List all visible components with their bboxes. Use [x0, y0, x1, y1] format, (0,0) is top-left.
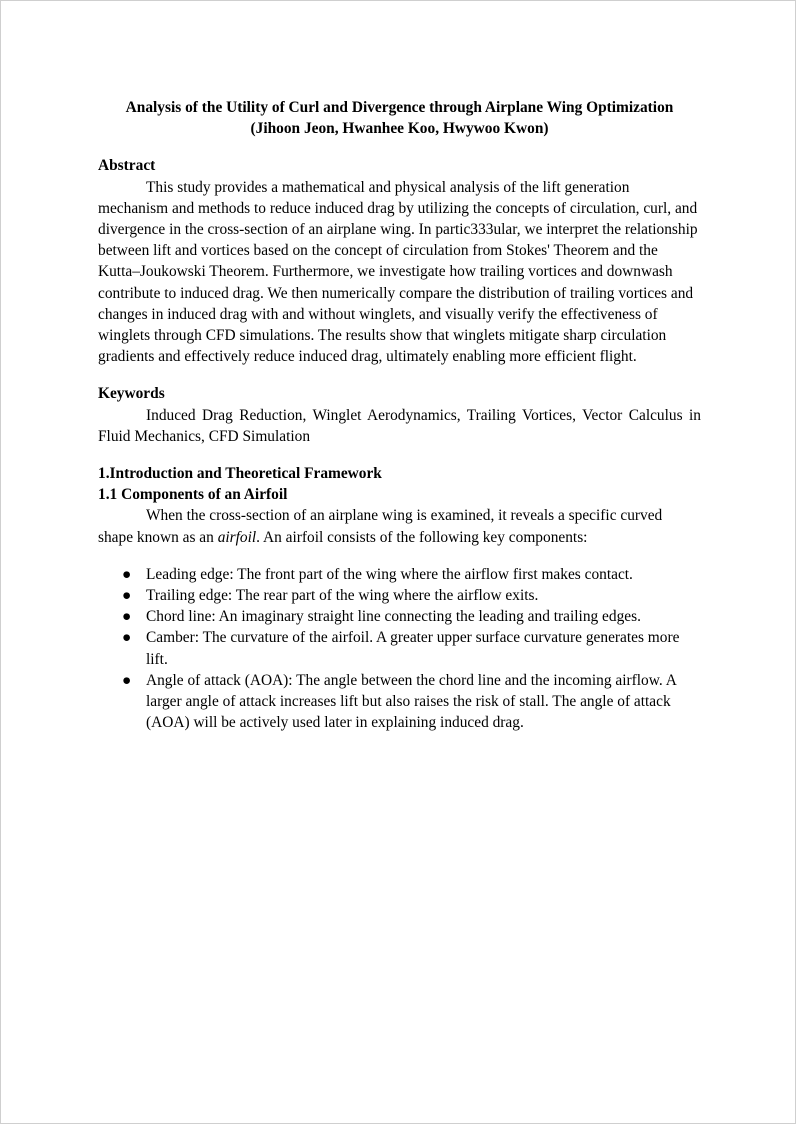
list-item-text: Trailing edge: The rear part of the wing where the airflow exits. — [146, 587, 539, 605]
list-item-text: Chord line: An imaginary straight line connecting the leading and trailing edges. — [146, 608, 641, 626]
paper-authors: (Jihoon Jeon, Hwanhee Koo, Hwywoo Kwon) — [250, 120, 549, 138]
paper-title: Analysis of the Utility of Curl and Divergence through Airplane Wing Optimization — [125, 99, 674, 116]
list-item-text: Leading edge: The front part of the wing where the airflow first makes contact. — [146, 565, 633, 583]
bullet-icon: ● — [122, 608, 132, 626]
list-item — [98, 627, 701, 669]
bullet-icon: ● — [122, 629, 132, 647]
abstract-text: This study provides a mathematical and physical analysis of the lift generation mechanism and methods to reduce induced drag by utilizing the concepts of circulation, curl, and divergence in the cross-section of an airplane wing. In partic333ular, we interpret the relationship between lift and vortices based on the concept of circulation from Stokes' Theorem and the Kutta–Joukowski Theorem. Furthermore, we investigate how trailing vortices and downwash contribute to induced drag. We then numerically compare the distribution of trailing vortices and changes in induced drag with and without winglets, and visually verify the effectiveness of winglets through CFD simulations. The results show that winglets mitigate sharp circulation gradients and effectively reduce induced drag, ultimately enabling more efficient flight. — [98, 178, 698, 366]
airfoil-intro-paragraph — [98, 505, 701, 547]
list-item — [98, 585, 701, 606]
airfoil-intro-before: When the cross-section of an airplane wing is examined, it reveals a specific curved shape known as an — [98, 507, 663, 546]
list-item-text: Camber: The curvature of the airfoil. A greater upper surface curvature generates more lift. — [146, 629, 680, 668]
page-content — [98, 97, 701, 733]
airfoil-intro-after: . An airfoil consists of the following key components: — [256, 528, 588, 546]
keywords-text: Induced Drag Reduction, Winglet Aerodynamics, Trailing Vortices, Vector Calculus in Fluid Mechanics, CFD Simulation — [98, 406, 701, 445]
bullet-icon: ● — [122, 587, 132, 605]
list-item — [98, 564, 701, 585]
section-1-1-heading: 1.1 Components of an Airfoil — [98, 486, 288, 504]
section-1-heading: 1.Introduction and Theoretical Framework — [98, 465, 382, 483]
list-item — [98, 670, 701, 734]
list-item — [98, 606, 701, 627]
bullet-icon: ● — [122, 565, 132, 583]
airfoil-components-list — [98, 564, 701, 734]
keywords-heading: Keywords — [98, 385, 165, 403]
bullet-icon: ● — [122, 671, 132, 689]
abstract-heading: Abstract — [98, 157, 156, 175]
airfoil-term: airfoil — [217, 528, 257, 546]
list-item-text: Angle of attack (AOA): The angle between the chord line and the incoming airflow. A larger angle of attack increases lift but also raises the risk of stall. The angle of attack (AOA) will be actively used later in explaining induced drag. — [146, 671, 676, 732]
